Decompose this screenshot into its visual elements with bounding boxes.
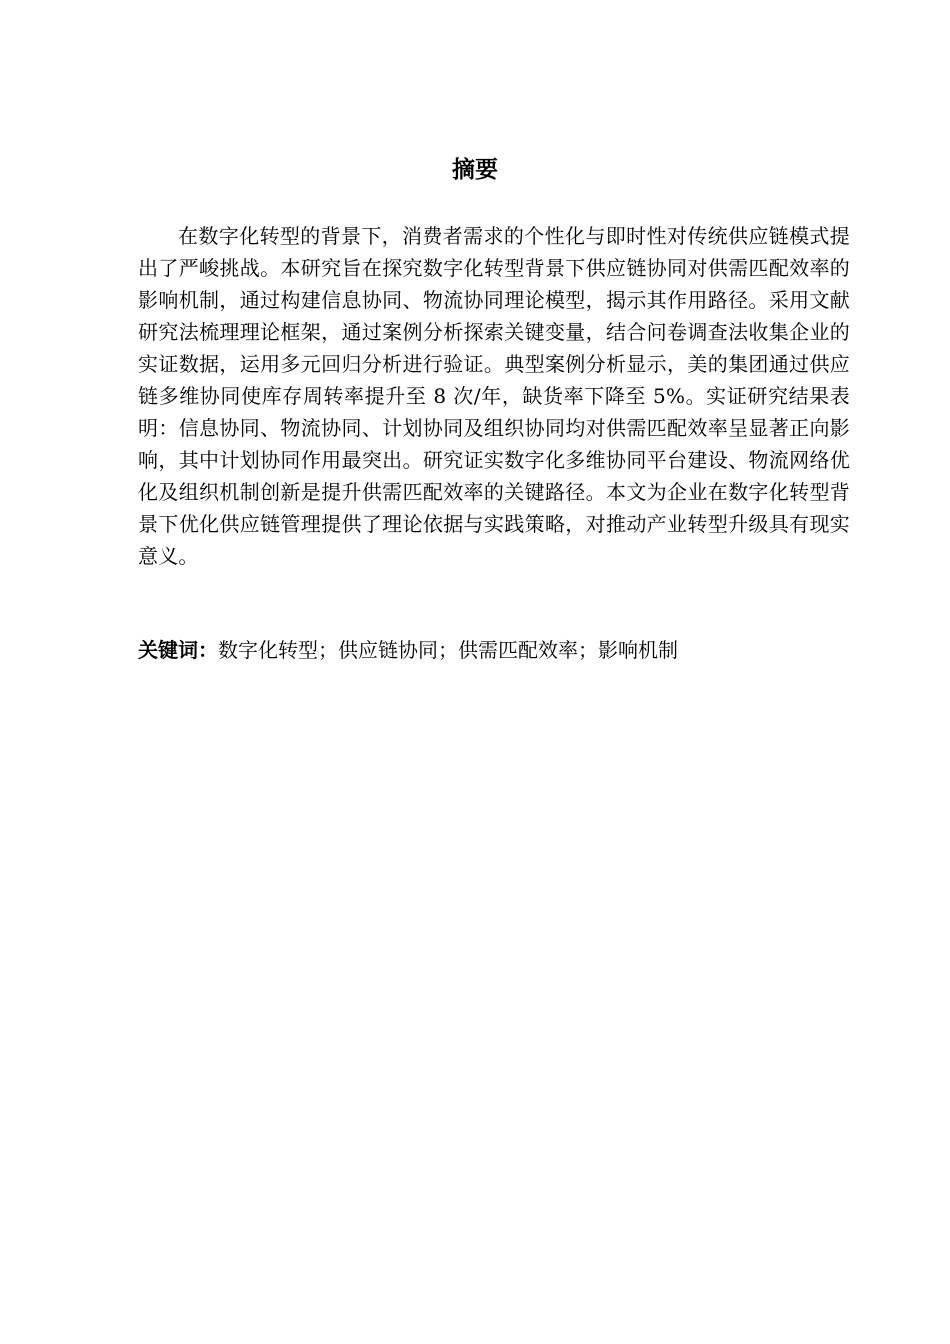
abstract-title: 摘要: [452, 157, 498, 183]
abstract-body: 在数字化转型的背景下，消费者需求的个性化与即时性对传统供应链模式提出了严峻挑战。本研究旨在探究数字化转型背景下供应链协同对供需匹配效率的影响机制，通过构建信息协同、物流协同理论模型，揭示其作用路径。采用文献研究法梳理理论框架，通过案例分析探索关键变量，结合问卷调查法收集企业的实证数据，运用多元回归分析进行验证。典型案例分析显示，美的集团通过供应链多维协同使库存周转率提升至 8 次/年，缺货率下降至 5%。实证研究结果表明：信息协同、物流协同、计划协同及组织协同均对供需匹配效率呈显著正向影响，其中计划协同作用最突出。研究证实数字化多维协同平台建设、物流网络优化及组织机制创新是提升供需匹配效率的关键路径。本文为企业在数字化转型背景下优化供应链管理提供了理论依据与实践策略，对推动产业转型升级具有现实意义。: [138, 224, 850, 568]
keywords-text: 数字化转型；供应链协同；供需匹配效率；影响机制: [218, 638, 678, 662]
keywords-line: [138, 634, 850, 666]
keywords-label: 关键词：: [138, 638, 218, 662]
